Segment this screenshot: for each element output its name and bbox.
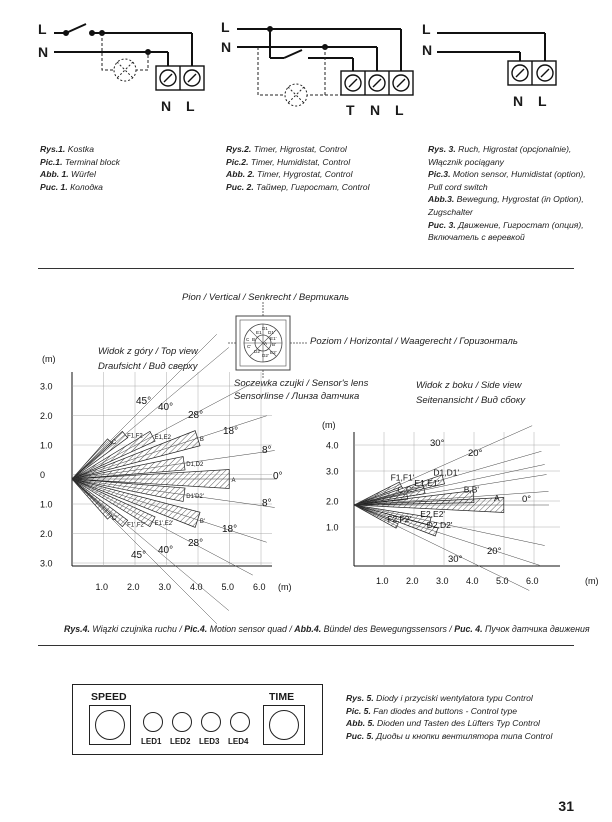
top-view-angle-label: 40° (158, 545, 174, 556)
side-view-ray (354, 505, 539, 565)
lens-cell-label: D2 (254, 349, 260, 354)
led3-indicator (201, 712, 221, 732)
top-view-title-2: Draufsicht / Вид сверху (98, 361, 198, 372)
fig4-caption: Rys.4. Wiązki czujnika ruchu / Pic.4. Motion sensor quad / Abb.4. Bündel des Bewegungssensors / Рис. 4. Пучок датчика движения (64, 624, 590, 634)
led2-label: LED2 (170, 737, 191, 746)
side-view-x-tick: 3.0 (436, 576, 449, 586)
fig3-terminal-n: N (513, 93, 524, 109)
speed-button[interactable] (89, 705, 131, 745)
lens-cell-label: B (252, 337, 256, 342)
page-number: 31 (558, 798, 574, 814)
side-view-beam-label: E1,E1' (414, 478, 440, 489)
fig3-terminal-l: L (538, 93, 547, 109)
top-view-angle-label: 45° (131, 550, 147, 561)
top-view-angle-label: 28° (188, 538, 204, 549)
side-view-beam-label: F2,F2' (387, 514, 411, 525)
top-view-ylabel: (m) (42, 354, 56, 364)
fig2-caption: Rys.2. Timer, Higrostat, Control Pic.2. Timer, Humidistat, Control Abb. 2. Timer, Hygrostat, Control Рис. 2. Таймер, Гигростат, Control (226, 144, 370, 192)
lens-cell-label: C' (247, 344, 252, 349)
top-view-title-1: Widok z góry / Top view (98, 346, 198, 357)
lens-label-1: Soczewka czujki / Sensor's lens (234, 378, 369, 389)
fig1-terminal-n: N (161, 98, 172, 114)
top-view-y-tick: 1.0 (40, 499, 53, 510)
side-view-y-tick: 2.0 (326, 496, 339, 507)
fig1-label-l: L (38, 21, 47, 37)
lens-cell-label: C (246, 337, 250, 342)
control-panel (72, 684, 323, 755)
side-view-beam-label: D1,D1' (433, 467, 460, 478)
side-view-xlabel: (m) (585, 576, 599, 586)
top-view-x-tick: 5.0 (221, 582, 235, 592)
top-view-xlabel: (m) (278, 582, 292, 592)
top-view-beam-label: C (111, 440, 117, 447)
top-view-y-tick: 3.0 (40, 381, 53, 392)
led3-label: LED3 (199, 737, 220, 746)
top-view-beam-label: F1',F2' (127, 522, 146, 529)
top-view-beam-label: B' (199, 518, 205, 525)
top-view-angle-label: 45° (136, 396, 152, 407)
time-button-knob (269, 710, 299, 740)
vertical-label: Pion / Vertical / Senkrecht / Вертикаль (182, 292, 349, 303)
side-view-x-tick: 4.0 (466, 576, 479, 586)
side-view-y-tick: 3.0 (326, 466, 339, 477)
top-view-x-tick: 1.0 (95, 582, 109, 592)
side-view-x-tick: 2.0 (406, 576, 419, 586)
lens-cell-label: D1' (268, 330, 275, 335)
top-view-angle-label: 28° (188, 410, 204, 421)
top-view-y-tick: 2.0 (40, 529, 53, 539)
top-view-beam-label: D1'D2' (186, 493, 204, 500)
top-view-beam-label: E1',E2' (154, 520, 174, 527)
fig1-terminal-l: L (186, 98, 195, 114)
top-view-x-tick: 6.0 (253, 582, 266, 592)
side-view-ylabel: (m) (322, 420, 336, 430)
fig1-label-n: N (38, 44, 49, 60)
side-view-title-2: Seitenansicht / Вид сбоку (416, 395, 526, 406)
top-view-x-tick: 2.0 (127, 582, 140, 592)
lens-cell-label: B' (272, 342, 276, 347)
top-view-angle-label: 18° (222, 524, 238, 535)
fig2-label-l: L (221, 19, 230, 35)
speed-button-knob (95, 710, 125, 740)
top-view-angle-label: 18° (223, 426, 239, 437)
fig3-caption: Rys. 3. Ruch, Higrostat (opcjonalnie), Włącznik pociągany Pic.3. Motion sensor, Humidistat (option), Pull cord switch Abb.3. Bewegung, Hygrostat (in Option), Zugschalter Рис. 3. Движение, Гигростат (опция), Включатель с веревкой (428, 144, 586, 243)
side-view-beam-label: A (494, 493, 500, 503)
side-view-angle-label: 30° (448, 554, 463, 565)
side-view-x-tick: 1.0 (376, 576, 389, 586)
speed-label: SPEED (91, 691, 127, 703)
top-view-y-tick: 3.0 (40, 558, 53, 569)
divider-2 (38, 645, 574, 646)
horizontal-label: Poziom / Horizontal / Waagerecht / Горизонталь (310, 336, 518, 347)
lens-label-2: Sensorlinse / Линза датчика (234, 391, 360, 402)
top-view-beam-label: B (199, 437, 204, 444)
time-button[interactable] (263, 705, 305, 745)
time-label: TIME (269, 691, 295, 703)
lens-cell-label: E2' (270, 350, 277, 355)
fig1-caption: Rys.1. Kostka Pic.1. Terminal block Abb. 1. Würfel Рис. 1. Колодка (40, 144, 120, 192)
top-view-beam-label: A (231, 478, 236, 484)
top-view-beam-label: C' (111, 515, 118, 522)
fig3-label-n: N (422, 42, 433, 58)
top-view-y-tick: 0 (40, 470, 46, 480)
fig2-terminal-l: L (395, 102, 404, 118)
led2-indicator (172, 712, 192, 732)
top-view-angle-label: 8° (262, 498, 272, 509)
top-view-angle-label: 0° (273, 471, 283, 482)
side-view-angle-label: 30° (430, 438, 445, 449)
top-view-beam-label: E1,E2 (154, 435, 172, 442)
side-view-beam-label: E2,E2' (420, 509, 446, 520)
fig2-label-n: N (221, 39, 232, 55)
led4-indicator (230, 712, 250, 732)
top-view-angle-label: 8° (262, 445, 272, 456)
top-view-y-tick: 1.0 (40, 440, 53, 451)
lens-cell-label: E1 (256, 330, 262, 335)
fig5-caption: Rys. 5. Diody i przyciski wentylatora typu Control Pic. 5. Fan diodes and buttons - Control type Abb. 5. Dioden und Tasten des Lüfters Typ Control Рис. 5. Диоды и кнопки вентилятора типа Control (346, 693, 553, 741)
fig2-terminal-t: T (346, 102, 355, 118)
top-view-y-tick: 2.0 (40, 411, 53, 421)
lens-cell-label: D2' (262, 353, 269, 358)
led1-label: LED1 (141, 737, 162, 746)
side-view-angle-label: 20° (468, 448, 483, 459)
side-view-x-tick: 6.0 (526, 576, 539, 586)
side-view-y-tick: 4.0 (326, 440, 339, 451)
side-view-beam-label: B,B' (463, 484, 480, 495)
lens-cell-label: D1 (262, 326, 268, 331)
led1-indicator (143, 712, 163, 732)
lens-cell-label: E1' (270, 336, 277, 341)
side-view-y-tick: 1.0 (326, 522, 339, 533)
top-view-x-tick: 3.0 (158, 582, 172, 592)
lens-cell-label: A (264, 341, 268, 346)
led4-label: LED4 (228, 737, 249, 746)
side-view-beam-label: F1,F1' (390, 472, 415, 483)
top-view-beam-label: D1,D2 (186, 462, 204, 469)
top-view-x-tick: 4.0 (190, 582, 203, 592)
side-view-angle-label: 20° (487, 546, 502, 557)
top-view-beam-label: F1,F2 (127, 433, 143, 440)
side-view-x-tick: 5.0 (496, 576, 509, 586)
fig2-terminal-n: N (370, 102, 381, 118)
side-view-angle-label: 0° (522, 494, 532, 505)
top-view-angle-label: 40° (158, 402, 174, 413)
side-view-title-1: Widok z boku / Side view (416, 380, 522, 391)
side-view-beam-label: D2,D2' (426, 519, 453, 530)
fig3-label-l: L (422, 21, 431, 37)
